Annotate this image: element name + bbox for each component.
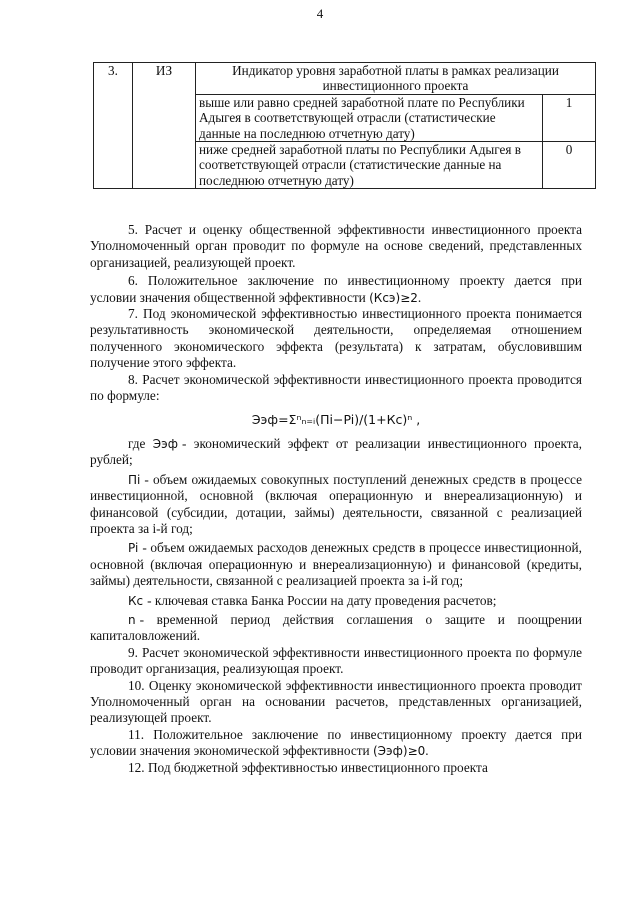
option-score: 0 (543, 142, 596, 189)
criteria-table (93, 62, 596, 189)
document-body (90, 222, 582, 776)
definition-n (90, 612, 582, 645)
paragraph-11 (90, 727, 582, 760)
economic-efficiency-condition: (Ээф)≥0 (372, 744, 426, 759)
definition-eef (90, 436, 582, 469)
formula-text: Ээф=Σⁿₙ₌ᵢ(Пi−Pi)/(1+Кс)ⁿ (251, 412, 413, 428)
criterion-header: Индикатор уровня заработной платы в рамках реализации инвестиционного проекта (196, 63, 596, 95)
paragraph-10: 10. Оценку экономической эффективности инвестиционного проекта проводит Уполномоченный орган на основании расчетов, представленных организацией, реализующей проект. (90, 677, 582, 726)
option-text: ниже средней заработной платы по Республики Адыгея в соответствующей отрасли (статистические данные на последнюю отчетную дату) (196, 142, 543, 189)
definition-text: - временной период действия соглашения о защите и поощрении капиталовложений. (90, 611, 582, 644)
paragraph-5: 5. Расчет и оценку общественной эффективности инвестиционного проекта Уполномоченный орган проводит по формуле на основе сведений, представленных организацией, реализующей проект. (90, 222, 582, 270)
definition-pi (90, 472, 582, 538)
definition-kc (90, 593, 582, 609)
row-number: 3. (94, 63, 133, 189)
definition-symbol: Кс (128, 593, 144, 608)
definition-text: - объем ожидаемых расходов денежных средств в процессе инвестиционной, основной (включая операционную и внереализационную) и финансовой (кредиты, займы) деятельности, связанной с реализацией проекта за i-й год; (90, 540, 582, 589)
table-row (94, 63, 596, 95)
paragraph-6 (90, 273, 582, 306)
formula-end: , (416, 412, 421, 428)
paragraph-7: 7. Под экономической эффективностью инвестиционного проекта понимается результативность экономической деятельности, определяемая отношением полученного экономического эффекта (результата) к затратам, обусловившим получение этого эффекта. (90, 306, 582, 371)
definition-symbol: Ээф (152, 436, 179, 451)
definition-text: - ключевая ставка Банка России на дату проведения расчетов; (147, 592, 497, 608)
paragraph-8: 8. Расчет экономической эффективности инвестиционного проекта проводится по формуле: (90, 371, 582, 404)
option-score: 1 (543, 94, 596, 141)
criterion-code: ИЗ (133, 63, 196, 189)
definition-symbol: n (128, 612, 136, 627)
paragraph-12: 12. Под бюджетной эффективностью инвестиционного проекта (128, 759, 488, 775)
economic-effect-formula (90, 412, 582, 428)
definition-text: - экономический эффект от реализации инвестиционного проекта, рублей; (90, 435, 582, 468)
definition-symbol: Пi (128, 472, 141, 487)
paragraph-11-text: 11. Положительное заключение по инвестиционному проекту дается при условии значения экономической эффективности (90, 726, 582, 759)
definition-text: - объем ожидаемых совокупных поступлений денежных средств в процессе инвестиционной, основной (включая операционную и внереализационную) и финансовой (субсидии, дотации, займы) деятельности, связанной с реализацией проекта за i-й год; (90, 471, 582, 536)
paragraph-6-end: . (417, 289, 422, 305)
page-number: 4 (316, 6, 324, 21)
social-efficiency-condition: (Ксэ)≥2 (369, 290, 418, 305)
paragraph-6-text: 6. Положительное заключение по инвестиционному проекту дается при условии значения общественной эффективности (90, 273, 582, 305)
paragraph-11-end: . (425, 743, 429, 759)
definition-ri (90, 540, 582, 589)
option-text: выше или равно средней заработной плате по Республики Адыгея в соответствующей отрасли (статистические данные на последнюю отчетную дату) (196, 94, 543, 141)
where-word: где (128, 435, 146, 451)
paragraph-9: 9. Расчет экономической эффективности инвестиционного проекта по формуле проводит организация, реализующая проект. (90, 644, 582, 677)
definition-symbol: Pi (128, 541, 139, 556)
